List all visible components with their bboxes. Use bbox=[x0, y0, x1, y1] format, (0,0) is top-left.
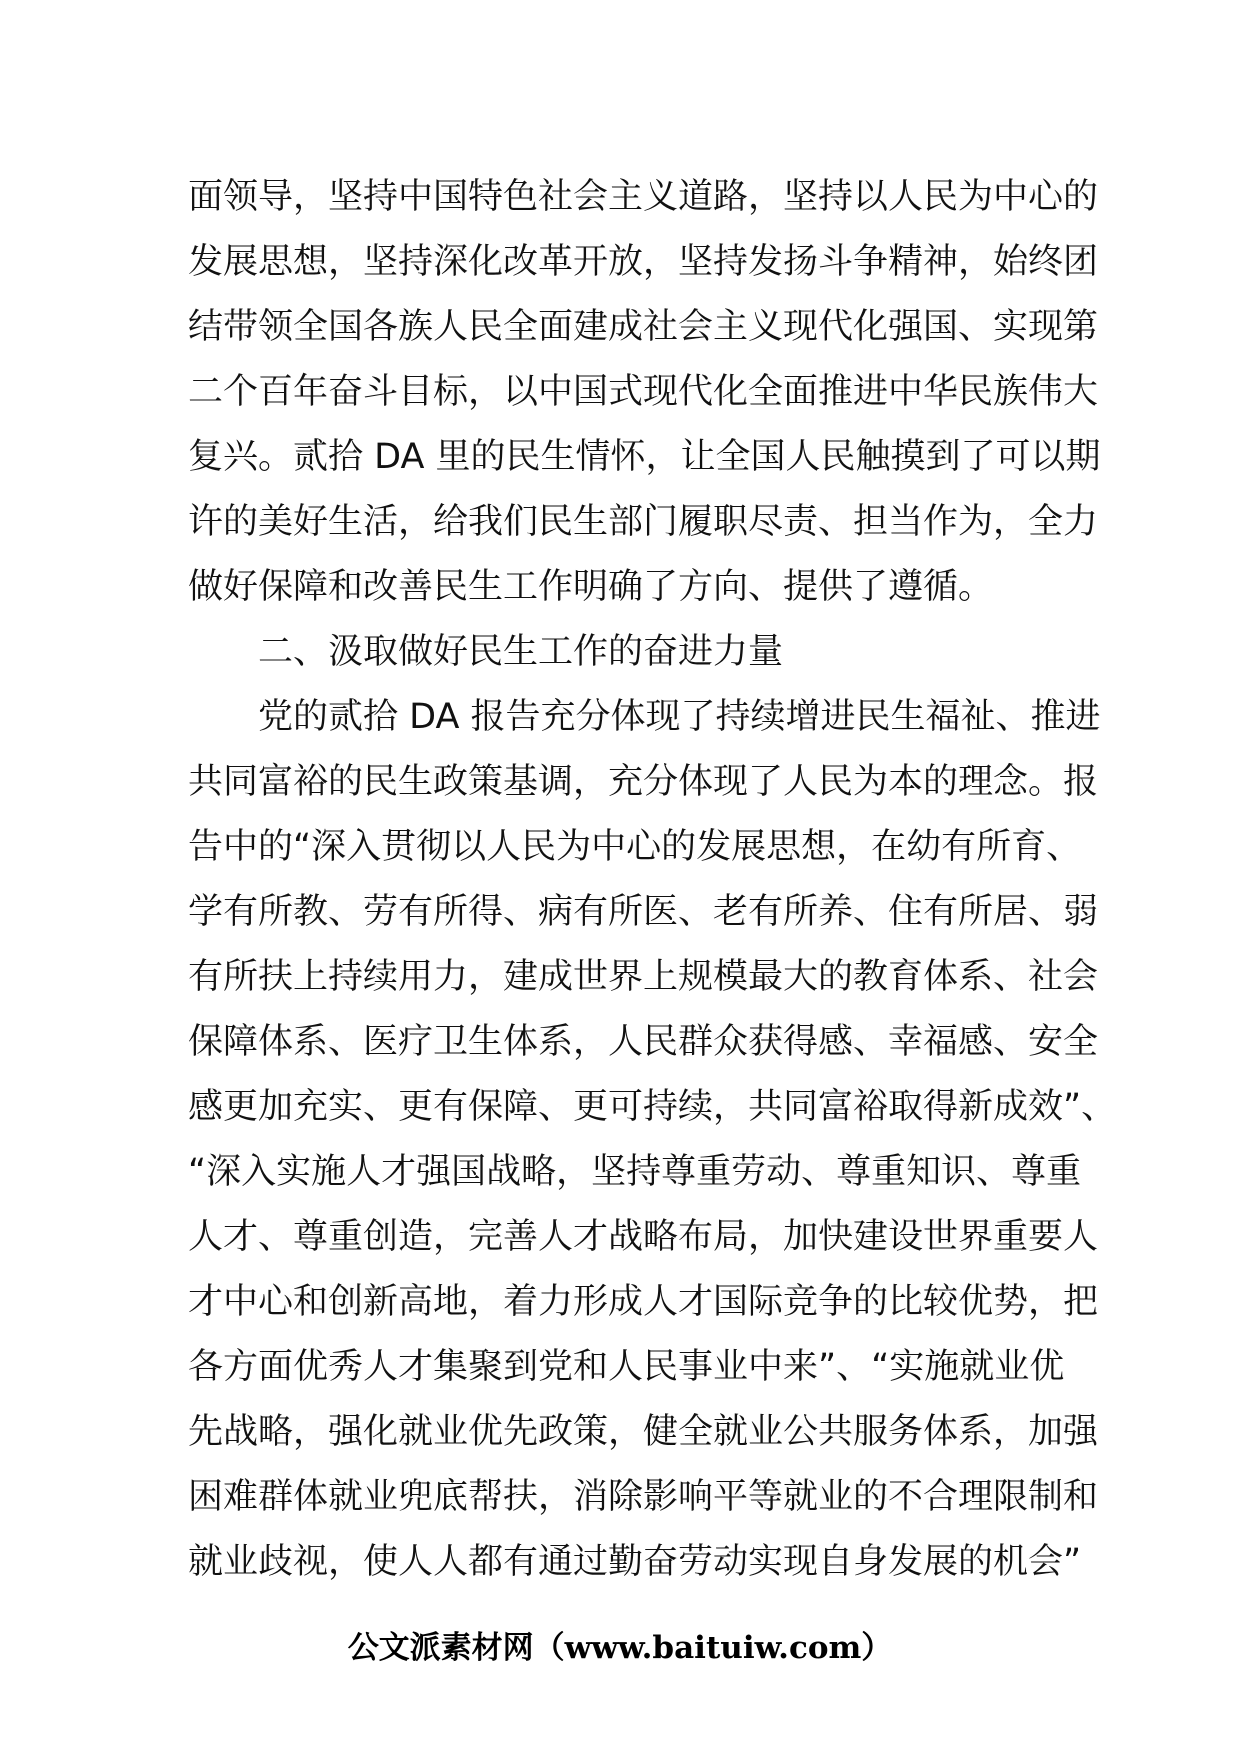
text-line: 党的贰拾 DA 报告充分体现了持续增进民生福祉、推进 bbox=[188, 697, 1101, 737]
text-line: 发展思想，坚持深化改革开放，坚持发扬斗争精神，始终团 bbox=[188, 242, 1099, 282]
text-line: 有所扶上持续用力，建成世界上规模最大的教育体系、社会 bbox=[188, 957, 1099, 997]
text-line: 就业歧视，使人人都有通过勤奋劳动实现自身发展的机会” bbox=[188, 1542, 1082, 1582]
text-line: 感更加充实、更有保障、更可持续，共同富裕取得新成效”、 bbox=[188, 1087, 1117, 1127]
text-line: 告中的“深入贯彻以人民为中心的发展思想，在幼有所育、 bbox=[188, 827, 1082, 867]
text-line: 做好保障和改善民生工作明确了方向、提供了遵循。 bbox=[188, 567, 994, 607]
text-line: 才中心和创新高地，着力形成人才国际竞争的比较优势，把 bbox=[188, 1282, 1099, 1322]
text-line: 二个百年奋斗目标，以中国式现代化全面推进中华民族伟大 bbox=[188, 372, 1099, 412]
text-line: 先战略，强化就业优先政策，健全就业公共服务体系，加强 bbox=[188, 1412, 1099, 1452]
page-footer: 公文派素材网（www.baituiw.com） bbox=[347, 1630, 893, 1666]
text-line: 学有所教、劳有所得、病有所医、老有所养、住有所居、弱 bbox=[188, 892, 1099, 932]
text-line: “深入实施人才强国战略，坚持尊重劳动、尊重知识、尊重 bbox=[188, 1152, 1082, 1192]
text-line: 面领导，坚持中国特色社会主义道路，坚持以人民为中心的 bbox=[188, 177, 1099, 217]
section-heading: 二、汲取做好民生工作的奋进力量 bbox=[188, 632, 784, 672]
text-line: 共同富裕的民生政策基调，充分体现了人民为本的理念。报 bbox=[188, 762, 1099, 802]
text-line: 许的美好生活，给我们民生部门履职尽责、担当作为，全力 bbox=[188, 502, 1099, 542]
text-line: 各方面优秀人才集聚到党和人民事业中来”、“实施就业优 bbox=[188, 1347, 1065, 1387]
text-line: 人才、尊重创造，完善人才战略布局，加快建设世界重要人 bbox=[188, 1217, 1099, 1257]
text-line: 保障体系、医疗卫生体系，人民群众获得感、幸福感、安全 bbox=[188, 1022, 1099, 1062]
text-line: 结带领全国各族人民全面建成社会主义现代化强国、实现第 bbox=[188, 307, 1099, 347]
text-line: 复兴。贰拾 DA 里的民生情怀，让全国人民触摸到了可以期 bbox=[188, 437, 1101, 477]
text-line: 困难群体就业兜底帮扶，消除影响平等就业的不合理限制和 bbox=[188, 1477, 1099, 1517]
body-text bbox=[188, 165, 1117, 1595]
